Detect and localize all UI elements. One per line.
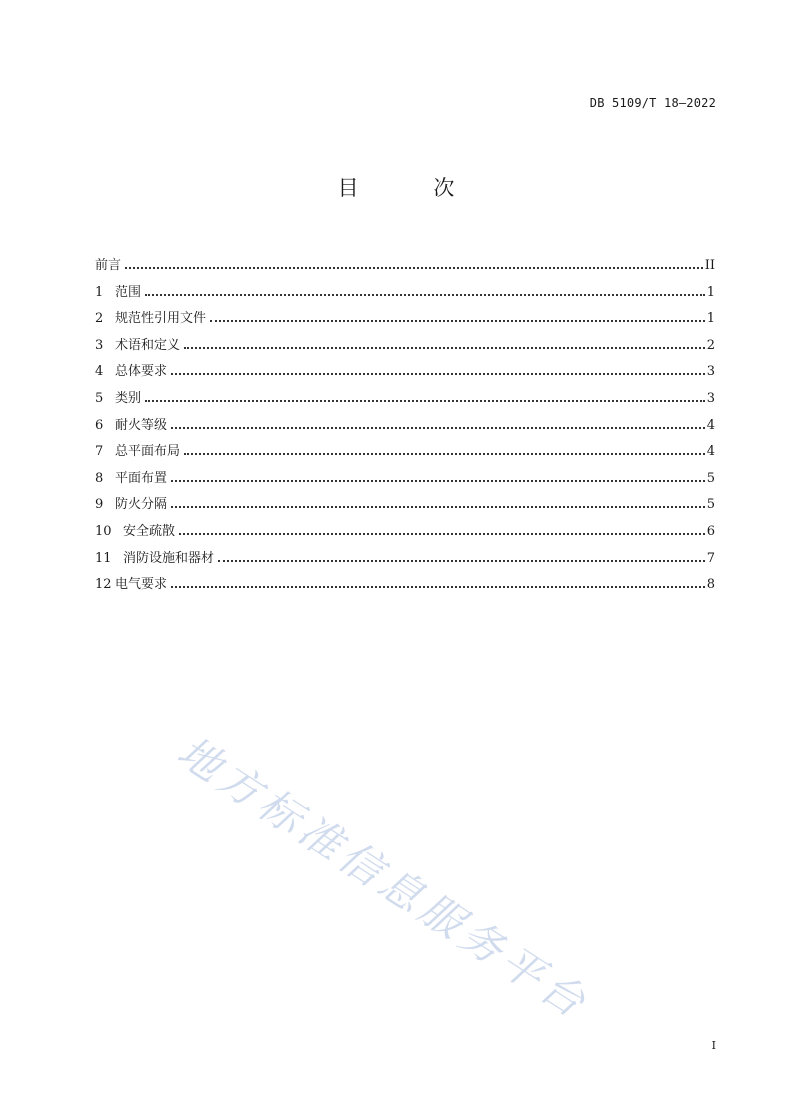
toc-entry-7[interactable]: [95, 440, 715, 467]
toc-page-number: 4: [706, 417, 715, 433]
page-number: I: [711, 1039, 716, 1052]
leader-dots: [179, 533, 705, 535]
toc-page-number: 5: [706, 470, 715, 486]
toc-section-number: 8: [95, 470, 104, 486]
toc-page-number: 3: [706, 390, 715, 406]
toc-entry-8[interactable]: [95, 467, 715, 494]
toc-entry-11[interactable]: [95, 547, 715, 574]
page-title: 目 次: [337, 176, 489, 200]
toc-label: 术语和定义: [115, 337, 181, 353]
toc-entry-10[interactable]: [95, 520, 715, 547]
toc-entry-foreword[interactable]: [95, 254, 715, 281]
toc-label: 类别: [115, 390, 142, 406]
document-code: DB 5109/T 18—2022: [589, 96, 716, 110]
leader-dots: [125, 267, 703, 269]
leader-dots: [171, 586, 705, 588]
leader-dots: [171, 480, 705, 482]
toc-label: 前言: [95, 258, 122, 273]
toc-section-number: 12: [95, 577, 112, 593]
toc-section-number: 5: [95, 390, 104, 406]
leader-dots: [184, 347, 705, 349]
toc-page-number: 3: [706, 364, 715, 380]
toc-entry-6[interactable]: [95, 414, 715, 441]
toc-section-number: 7: [95, 444, 104, 460]
toc-label: 防火分隔: [115, 497, 168, 513]
toc-label: 总体要求: [115, 364, 168, 380]
leader-dots: [145, 294, 705, 296]
toc-entry-12[interactable]: [95, 573, 715, 600]
leader-dots: [145, 400, 705, 402]
toc-section-number: 1: [95, 284, 104, 300]
leader-dots: [184, 453, 705, 455]
toc-label: 安全疏散: [123, 523, 176, 539]
leader-dots: [210, 320, 705, 322]
toc-label: 电气要求: [115, 577, 168, 593]
toc-section-number: 2: [95, 311, 104, 327]
toc-page-number: 1: [706, 284, 715, 300]
leader-dots: [218, 560, 705, 562]
toc-section-number: 3: [95, 337, 104, 353]
toc-entry-4[interactable]: [95, 360, 715, 387]
toc-label: 平面布置: [115, 470, 168, 486]
toc-entry-3[interactable]: [95, 334, 715, 361]
toc-page-number: 1: [706, 311, 715, 327]
toc-entry-1[interactable]: [95, 281, 715, 308]
toc-entry-2[interactable]: [95, 307, 715, 334]
toc-label: 规范性引用文件: [115, 311, 207, 327]
toc-section-number: 6: [95, 417, 104, 433]
toc-entry-5[interactable]: [95, 387, 715, 414]
toc-entry-9[interactable]: [95, 493, 715, 520]
toc-page-number: 8: [706, 577, 715, 593]
toc-label: 范围: [115, 284, 142, 300]
table-of-contents: [95, 254, 715, 600]
toc-section-number: 10: [95, 523, 112, 539]
toc-page-number: 7: [706, 550, 715, 566]
leader-dots: [171, 506, 705, 508]
leader-dots: [171, 373, 705, 375]
toc-page-number: 4: [706, 444, 715, 460]
toc-section-number: 11: [95, 550, 112, 566]
toc-page-number: II: [704, 258, 715, 273]
toc-page-number: 2: [706, 337, 715, 353]
toc-page-number: 6: [706, 523, 715, 539]
toc-label: 消防设施和器材: [123, 550, 215, 566]
leader-dots: [171, 427, 705, 429]
watermark: 地方标准信息服务平台: [168, 726, 599, 1030]
toc-section-number: 4: [95, 364, 104, 380]
toc-section-number: 9: [95, 497, 104, 513]
toc-label: 总平面布局: [115, 444, 181, 460]
toc-label: 耐火等级: [115, 417, 168, 433]
toc-page-number: 5: [706, 497, 715, 513]
